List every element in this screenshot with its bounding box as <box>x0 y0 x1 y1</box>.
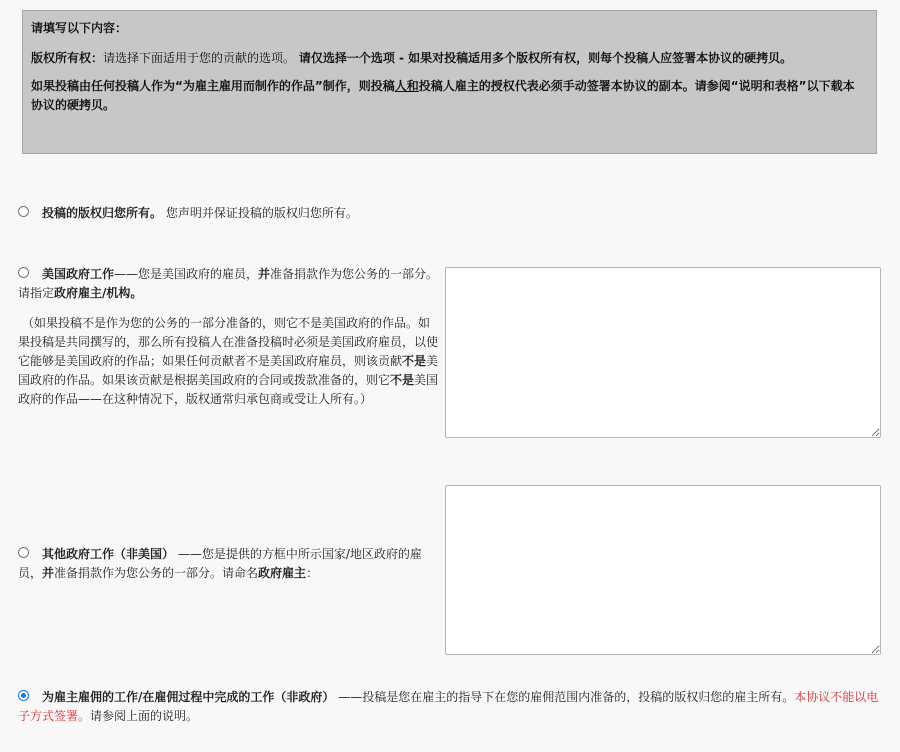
radio-other-government-work[interactable] <box>18 547 29 558</box>
copyright-ownership-paragraph <box>31 49 866 68</box>
us-government-note-part1: （如果投稿不是作为您的公务的一部分准备的，则它不是美国政府的作品。如果投稿是共同撰写的，那么所有投稿人在准备投稿时必须是美国政府雇员，以使它能够是美国政府的作品；如果任何贡献者不是美国政府雇员，则该贡献 <box>18 316 439 368</box>
option-us-government-work[interactable] <box>18 265 441 409</box>
option-work-for-hire-text2: 请参阅上面的说明。 <box>90 709 199 723</box>
work-for-hire-instruction-part2: 投稿人雇主的授权代表必须手动签署本协议的副本。请参阅“说明和表格”以下载本协议的硬拷贝。 <box>31 79 855 112</box>
option-us-government-and: 并 <box>258 267 271 281</box>
work-for-hire-instruction-part1: 如果投稿由任何投稿人作为“为雇主雇用而制作的作品”制作，则投稿 <box>31 79 395 93</box>
option-us-government-text1: ——您是美国政府的雇员， <box>114 267 259 281</box>
option-other-government-text1: ——您是提供的方框中所示国家/地区政府的雇员， <box>18 547 422 580</box>
option-own-copyright[interactable] <box>18 204 878 223</box>
radio-work-for-hire-selected[interactable] <box>18 690 29 701</box>
option-other-government-work[interactable] <box>18 545 441 583</box>
option-own-copyright-text: 您声明并保证投稿的版权归您所有。 <box>162 206 358 220</box>
option-us-government-label <box>18 265 441 303</box>
option-us-government-title: 美国政府工作 <box>42 267 115 281</box>
option-other-government-label <box>18 545 441 583</box>
option-other-government-employer-label: 政府雇主 <box>258 566 307 580</box>
option-own-copyright-label <box>18 204 878 223</box>
work-for-hire-instruction <box>31 77 866 115</box>
option-other-government-title: 其他政府工作（非美国） <box>42 547 175 561</box>
other-government-employer-textarea[interactable] <box>445 485 881 655</box>
copyright-ownership-text: 请选择下面适用于您的贡献的选项。 <box>103 51 299 65</box>
option-own-copyright-title: 投稿的版权归您所有。 <box>42 206 163 220</box>
us-government-note-bold1: 不是 <box>402 354 427 368</box>
option-other-government-text2: 准备捐款作为您公务的一部分。请命名 <box>54 566 259 580</box>
instructions-heading: 请填写以下内容： <box>31 21 128 35</box>
us-government-note <box>18 314 441 409</box>
option-work-for-hire-label <box>18 688 884 726</box>
single-option-warning: 请仅选择一个选项 - 如果对投稿适用多个版权所有权，则每个投稿人应签署本协议的硬拷贝。 <box>298 51 793 65</box>
option-other-government-and: 并 <box>42 566 55 580</box>
us-government-note-part2: 美国政府的作品。如果该贡献是根据美国政府的合同或拨款准备的，则它 <box>18 354 439 387</box>
radio-own-copyright[interactable] <box>18 206 29 217</box>
copyright-ownership-label: 版权所有权： <box>31 51 104 65</box>
option-work-for-hire[interactable] <box>18 688 884 726</box>
option-work-for-hire-text1: ——投稿是您在雇主的指导下在您的雇佣范围内准备的，投稿的版权归您的雇主所有。 <box>334 690 795 704</box>
us-government-note-bold2: 不是 <box>390 373 415 387</box>
option-us-government-text2: 准备捐款作为您公务的一部分。请指定 <box>18 267 439 300</box>
us-government-note-part3: 美国政府的作品——在这种情况下，版权通常归承包商或受让人所有。） <box>18 373 439 406</box>
radio-us-government-work[interactable] <box>18 267 29 278</box>
work-for-hire-instruction-underline: 人和 <box>394 79 419 93</box>
us-government-agency-textarea[interactable] <box>445 267 881 438</box>
instructions-panel <box>22 10 877 154</box>
option-work-for-hire-title: 为雇主雇佣的工作/在雇佣过程中完成的工作（非政府） <box>42 690 335 704</box>
option-other-government-text3: ： <box>306 566 319 580</box>
electronic-signature-warning: 本协议不能以电子方式签署。 <box>18 690 879 723</box>
option-us-government-agency-label: 政府雇主/机构。 <box>54 286 143 300</box>
